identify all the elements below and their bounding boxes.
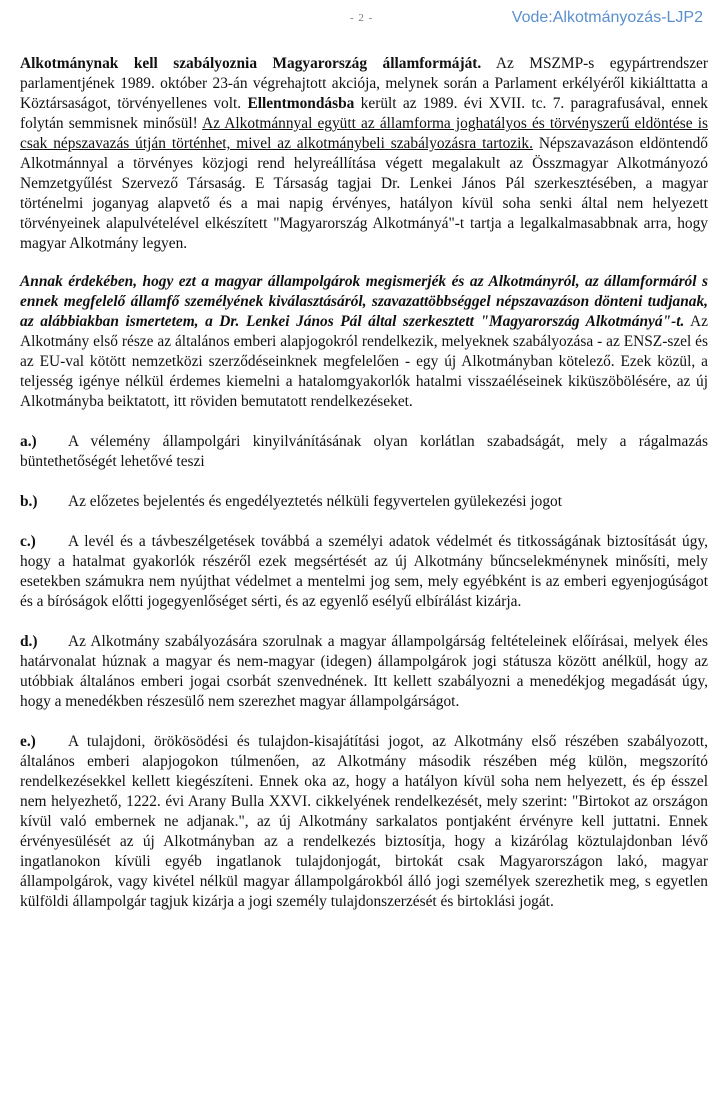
intro-bold-word: Ellentmondásba (247, 95, 355, 112)
list-item-e (20, 732, 708, 912)
purpose-text: Az Alkotmány első része az általános emberi alapjogokról rendelkezik, melyeknek szabályozása - az ENSZ-szel és az EU-val kötött nemzetközi szerződéseinknek megfelelően - egy új Alkotmányban kötelező. Ezek közül, a teljesség igénye nélkül érdemes kiemelni a hatalomgyakorlók hatalmi visszaéléseinek kiküszöbölésére, az új Alkotmányba beiktatott, itt röviden bemutatott rendelkezéseket. (20, 313, 708, 410)
list-item-c (20, 532, 708, 612)
list-item-b (20, 492, 708, 512)
item-letter-b: b.) (20, 493, 38, 510)
intro-bold-lead: Alkotmánynak kell szabályoznia Magyarország államformáját. (20, 55, 482, 72)
watermark: Vode:Alkotmányozás-LJP2 (511, 9, 703, 26)
item-letter-a: a.) (20, 433, 37, 450)
paragraph-intro (20, 54, 708, 254)
list-item-a (20, 432, 708, 472)
list-item-d (20, 632, 708, 712)
intro-text-1: Az MSZMP-s egypártrendszer parlamentjének 1989. október 23-án végrehajtott akciója, melynek során a Parlament erkélyéről kikiálttatta a Köztársaságot, törvényellenes volt. (20, 55, 708, 112)
item-text-b: Az előzetes bejelentés és engedélyeztetés nélküli fegyvertelen gyülekezési jogot (68, 493, 562, 510)
intro-text-2: került az 1989. évi XVII. tc. 7. paragrafusával, ennek folytán semmisnek minősül! (20, 95, 709, 132)
item-text-a: A vélemény állampolgári kinyilvánításának olyan korlátlan szabadságát, mely a rágalmazás büntethetőségét lehetővé teszi (20, 433, 708, 470)
page-number: - 2 - (350, 12, 374, 24)
item-text-d: Az Alkotmány szabályozására szorulnak a magyar állampolgárság feltételeinek előírásai, melyek éles határvonalat húznak a magyar és nem-magyar (idegen) állampolgárok jogi státusza között anélkül, hogy az utóbbiak általános emberi jogai csorbát szenvednének. Itt kellett szabályozni a menedékjog megadását úgy, hogy a menedékben részesülő nem szerezhet magyar állampolgárságot. (20, 633, 708, 710)
intro-text-3: Népszavazáson eldöntendő Alkotmánnyal a törvényes közjogi rend helyreállítása végett megalakult az Összmagyar Alkotmányozó Nemzetgyűlést Szervező Társaság. E Társaság tagjai Dr. Lenkei János Pál szerkesztésében, a magyar történelmi joganyag alapvető és a mai napig érvényes, hatályon kívül soha senki által nem helyezett törvényeinek alapulvételével elkészített "Magyarország Alkotmányá"-t tartja a legalkalmasabbnak arra, hogy magyar Alkotmány legyen. (20, 135, 708, 252)
item-letter-c: c.) (20, 533, 36, 550)
item-text-e: A tulajdoni, örökösödési és tulajdon-kisajátítási jogot, az Alkotmány első részében szabályozott, általános emberi alapjogokon túlmenően, az Alkotmány második részében még külön, megszorító rendelkezésekkel kellett kiegészíteni. Ennek oka az, hogy a hatályon kívül soha nem helyezett, és ép ésszel nem helyezhető, 1222. évi Arany Bulla XXVI. cikkelyének rendelkezését, mely szerint: "Birtokot az országon kívül való embernek ne adjanak.", az új Alkotmány sarkalatos pontjaként érvényre kell juttatni. Ennek érvényesülését az új Alkotmányban az a rendelkezés biztosítja, hogy a kizárólag köztulajdonban lévő ingatlanokon kívüli egyéb ingatlanok tulajdonjogát, birtokát csak Magyarországon lakó, magyar állampolgárok, vagy kivétel nélkül magyar állampolgárokból álló jogi személyek szerezhetik meg, s egyetlen külföldi állampolgár tagjuk kizárja a jogi személy tulajdonszerzését és birtoklási jogát. (20, 733, 708, 910)
item-text-c: A levél és a távbeszélgetések továbbá a személyi adatok védelmét és titkosságának biztosítását úgy, hogy a hatalmat gyakorlók részéről ezek megsértését az új Alkotmány bűncselekménynek minősíti, mely esetekben számukra nem nyújthat védelmet a mentelmi jog sem, mely egyébként is az emberi egyenjogúságot és a bíróságok előtti jogegyenlőséget sérti, és az egyenlő esélyű elbírálást kizárja. (20, 533, 708, 610)
paragraph-purpose (20, 272, 708, 412)
item-letter-e: e.) (20, 733, 36, 750)
intro-underlined: Az Alkotmánnyal együtt az államforma joghatályos és törvényszerű eldöntése is csak népszavazás útján történhet, mivel az alkotmánybeli szabályozásra tartozik. (20, 115, 708, 152)
purpose-bold-italic: Annak érdekében, hogy ezt a magyar állampolgárok megismerjék és az Alkotmányról, az államformáról s ennek megfelelő államfő személyének kiválasztásáról, szavazattöbbséggel népszavazáson dönteni tudjanak, az alábbiakban ismertetem, a Dr. Lenkei János Pál által szerkesztett "Magyarország Alkotmányá"-t. (20, 273, 708, 330)
document-body (20, 54, 708, 932)
item-letter-d: d.) (20, 633, 38, 650)
